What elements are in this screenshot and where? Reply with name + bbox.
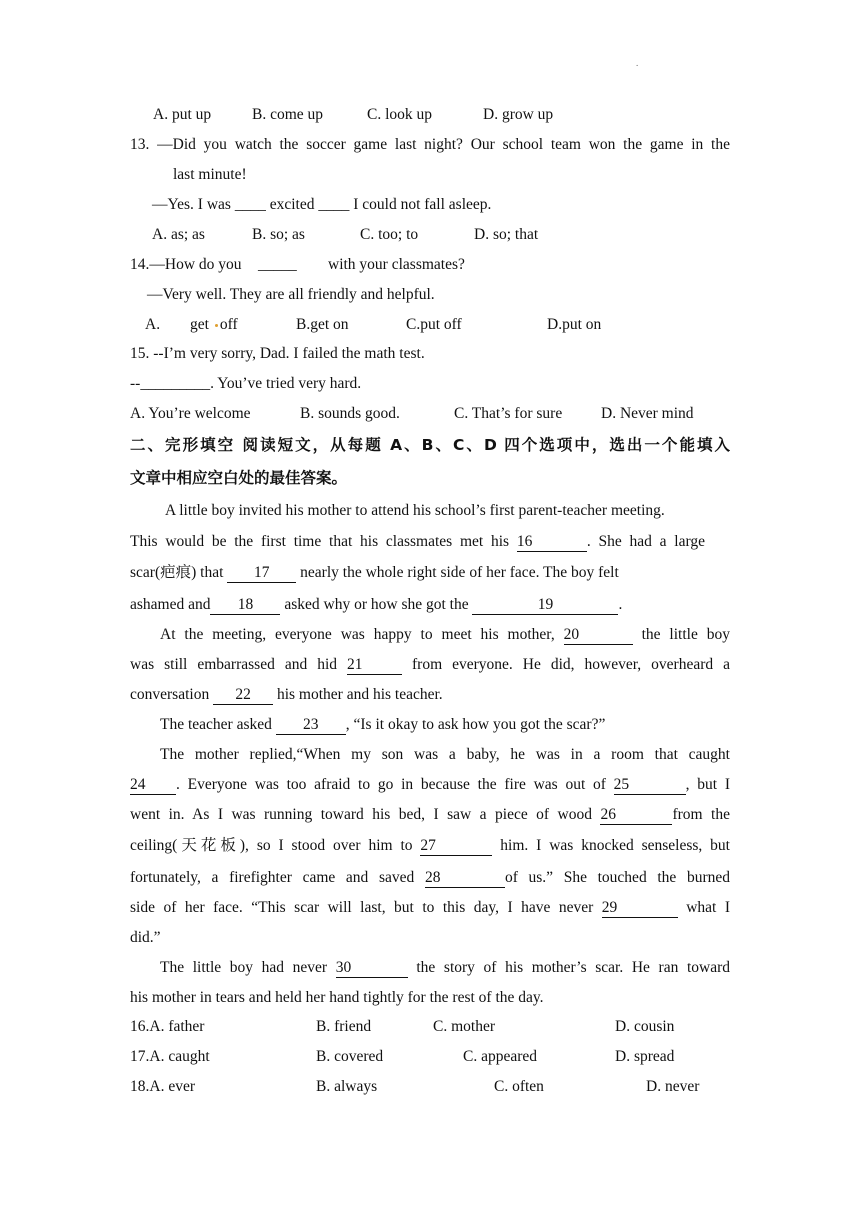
q15-option-d: D. Never mind [601, 405, 694, 422]
passage-line [160, 715, 605, 735]
passage-line [130, 532, 705, 552]
blank-20: 20 [564, 626, 633, 645]
passage-text: of us.” She touched the burned [504, 869, 730, 886]
q13-blank: ____ [234, 196, 266, 213]
q15-response-suffix: . You’ve tried very hard. [210, 375, 362, 392]
passage-text: went in. As I was running toward his bed, I saw a piece of wood [130, 806, 592, 823]
passage-text: conversation [130, 686, 210, 703]
passage-text: , “Is it okay to ask how you got the scar?” [345, 716, 606, 733]
passage-line: The mother replied,“When my son was a baby, he was in a room that caught [160, 746, 730, 763]
q16-option-a: 16.A. father [130, 1018, 205, 1035]
blank-27: 27 [420, 837, 492, 856]
header-mark: . [636, 58, 639, 68]
passage-text: . She had a large [586, 533, 705, 550]
passage-text: . Everyone was too afraid to go in because the fire was out of [176, 776, 606, 793]
q13-stem-line1: 13. —Did you watch the soccer game last night? Our school team won the game in the [130, 136, 730, 153]
blank-22: 22 [213, 686, 273, 705]
q14-option-a-word: off [219, 316, 238, 333]
passage-line [130, 685, 443, 705]
q17-option-a: 17.A. caught [130, 1048, 210, 1065]
blank-17: 17 [227, 564, 296, 583]
passage-line [160, 625, 730, 645]
q13-option-b: B. so; as [252, 226, 305, 243]
blank-16: 16 [517, 533, 587, 552]
blank-28: 28 [425, 869, 505, 888]
passage-text: scar(疤痕) that [130, 564, 224, 581]
q12-option-d: D. grow up [483, 106, 554, 123]
q15-response-prefix: -- [130, 375, 141, 392]
q12-option-b: B. come up [252, 106, 324, 123]
passage-line: A little boy invited his mother to attend his school’s first parent-teacher meeting. [165, 502, 665, 519]
passage-text: At the meeting, everyone was happy to meet his mother, [160, 626, 555, 643]
q14-stem-part: 14.—How do you [130, 256, 242, 273]
passage-line [130, 655, 730, 675]
blank-24: 24 [130, 776, 176, 795]
q14-stem-part: with your classmates? [328, 256, 465, 273]
passage-text: what I [686, 899, 731, 916]
q15-response [130, 374, 361, 394]
passage-text: fortunately, a firefighter came and saved [130, 869, 415, 886]
q13-response-part: —Yes. I was [152, 196, 231, 213]
q14-option-d: D.put on [547, 316, 602, 333]
blank-19: 19 [472, 596, 618, 615]
section-2-heading-line2: 文章中相应空白处的最佳答案。 [130, 469, 348, 487]
q14-option-b: B.get on [296, 316, 349, 333]
q14-option-a-word: get [190, 316, 209, 333]
blank-18: 18 [210, 596, 280, 615]
q17-option-d: D. spread [615, 1048, 675, 1065]
section-2-heading-line1: 二、完形填空 阅读短文，从每题 A、B、C、D 四个选项中，选出一个能填入 [130, 436, 730, 454]
passage-text: was still embarrassed and hid [130, 656, 337, 673]
passage-text: . [618, 596, 623, 613]
passage-text: ceiling(天花板), so I stood over him to [130, 837, 413, 854]
q13-option-a: A. as; as [152, 226, 205, 243]
q18-option-d: D. never [646, 1078, 700, 1095]
passage-line [130, 805, 730, 825]
blank-26: 26 [600, 806, 672, 825]
q16-option-c: C. mother [433, 1018, 495, 1035]
passage-text: asked why or how she got the [284, 596, 469, 613]
passage-line [130, 868, 730, 888]
passage-text: This would be the first time that his classmates met his [130, 533, 510, 550]
q18-option-b: B. always [316, 1078, 378, 1095]
passage-line: his mother in tears and held her hand tightly for the rest of the day. [130, 989, 544, 1006]
bullet-dot-icon [215, 324, 218, 327]
q16-option-d: D. cousin [615, 1018, 675, 1035]
passage-line [130, 836, 730, 856]
blank-23: 23 [276, 716, 346, 735]
q14-option-c: C.put off [406, 316, 462, 333]
q12-option-a: A. put up [153, 106, 212, 123]
q13-option-c: C. too; to [360, 226, 419, 243]
q13-stem-line2: last minute! [173, 166, 247, 183]
passage-text: side of her face. “This scar will last, but to this day, I have never [130, 899, 594, 916]
passage-text: The teacher asked [160, 716, 272, 733]
q14-response: —Very well. They are all friendly and helpful. [147, 286, 435, 303]
passage-text: him. I was knocked senseless, but [500, 837, 730, 854]
passage-line: did.” [130, 929, 161, 946]
passage-text: the story of his mother’s scar. He ran toward [416, 959, 731, 976]
passage-line [130, 898, 730, 918]
passage-line [130, 775, 730, 795]
q13-response [152, 195, 491, 215]
q12-option-c: C. look up [367, 106, 433, 123]
q14-option-a [190, 315, 238, 335]
passage-text: from the [672, 806, 730, 823]
q17-option-c: C. appeared [463, 1048, 538, 1065]
q15-stem: 15. --I’m very sorry, Dad. I failed the math test. [130, 345, 425, 362]
passage-text: ashamed and [130, 596, 211, 613]
passage-text: , but I [685, 776, 731, 793]
q13-option-d: D. so; that [474, 226, 539, 243]
q17-option-b: B. covered [316, 1048, 384, 1065]
passage-text: from everyone. He did, however, overheard a [412, 656, 730, 673]
blank-25: 25 [614, 776, 686, 795]
blank-30: 30 [336, 959, 408, 978]
q15-option-b: B. sounds good. [300, 405, 400, 422]
passage-text: nearly the whole right side of her face. The boy felt [300, 564, 619, 581]
blank-21: 21 [347, 656, 402, 675]
q18-option-a: 18.A. ever [130, 1078, 195, 1095]
q15-blank: _________ [140, 375, 211, 392]
q18-option-c: C. often [494, 1078, 544, 1095]
q13-response-part: I could not fall asleep. [353, 196, 492, 213]
q13-blank: ____ [318, 196, 350, 213]
passage-line [160, 958, 730, 978]
blank-29: 29 [602, 899, 678, 918]
passage-line [130, 595, 622, 615]
passage-text: The little boy had never [160, 959, 328, 976]
q13-response-part: excited [269, 196, 315, 213]
q14-option-a-letter: A. [145, 316, 161, 333]
q15-option-a: A. You’re welcome [130, 405, 251, 422]
q16-option-b: B. friend [316, 1018, 372, 1035]
passage-line [130, 563, 619, 583]
q14-blank: _____ [258, 256, 297, 273]
q15-option-c: C. That’s for sure [454, 405, 563, 422]
passage-text: the little boy [641, 626, 730, 643]
passage-text: his mother and his teacher. [276, 686, 443, 703]
